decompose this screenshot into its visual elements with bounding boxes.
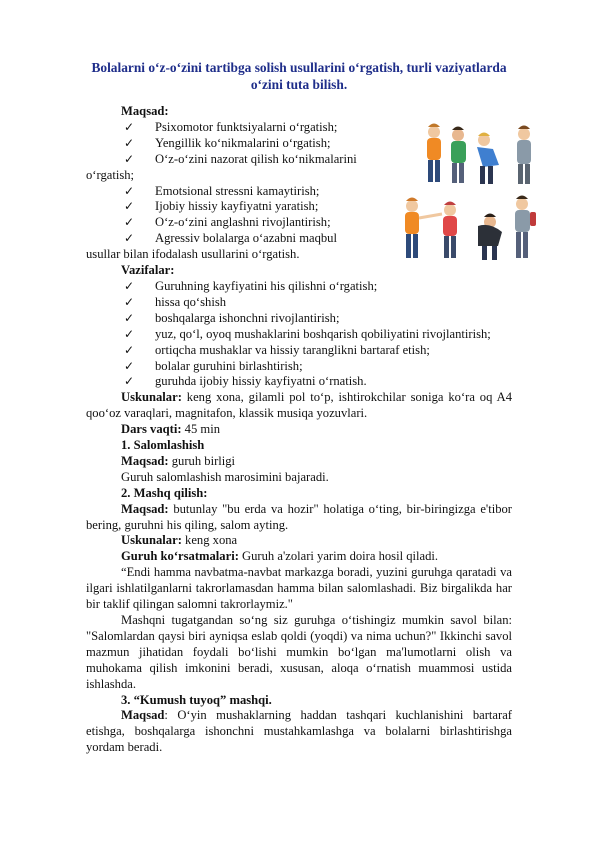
section-2-korsatmalar: Guruh ko‘rsatmalari: Guruh a'zolari yarim doira hosil qiladi. (121, 549, 439, 564)
title-line-2: o‘zini tuta bilish. (250, 76, 348, 92)
checkmark-icon: ✓ (123, 310, 135, 325)
section-2-maqsad: Maqsad: butunlay "bu erda va hozir" holatiga o‘ting, bir-biringizga e'tibor bering, guruhni his qiling, salom ayting. (86, 501, 512, 532)
checkmark-icon: ✓ (123, 135, 135, 150)
vazifalar-item-4: ✓ yuz, qo‘l, oyoq mushaklarini boshqarish qobiliyatini rivojlantirish; (123, 326, 491, 341)
maqsad-item-3: ✓ O‘z-o‘zini nazorat qilish ko‘nikmalarini (123, 151, 357, 166)
section-1-heading: 1. Salomlashish (121, 438, 205, 453)
checkmark-icon: ✓ (123, 183, 135, 198)
maqsad-item-7-continuation: usullar bilan ifodalash usullarini o‘rgatish. (86, 247, 300, 262)
checkmark-icon: ✓ (123, 326, 135, 341)
maqsad-item-5: ✓ Ijobiy hissiy kayfiyatni yaratish; (123, 199, 319, 214)
section-2-heading: 2. Mashq qilish: (121, 485, 208, 500)
uskunalar-label: Uskunalar: (121, 390, 182, 405)
maqsad-item-3-continuation: o‘rgatish; (86, 167, 135, 182)
checkmark-icon: ✓ (123, 294, 135, 309)
section-1-text: Guruh salomlashish marosimini bajaradi. (121, 469, 329, 484)
section-2-uskunalar: Uskunalar: keng xona (121, 533, 238, 548)
checkmark-icon: ✓ (123, 215, 135, 230)
section-1-maqsad: Maqsad: guruh birligi (121, 453, 236, 468)
section-3-heading: 3. “Kumush tuyoq” mashqi. (121, 692, 272, 707)
section-3-maqsad: Maqsad: O‘yin mushaklarning haddan tashqari kuchlanishini bartaraf etishga, boshqalarga ishonchni mustahkamlashga va bolalarni birlashtirishga yordam beradi. (86, 708, 512, 755)
uskunalar-paragraph (86, 390, 512, 422)
vazifalar-item-5: ✓ ortiqcha mushaklar va hissiy taranglikni bartaraf etish; (123, 342, 430, 357)
checkmark-icon: ✓ (123, 358, 135, 373)
vazifalar-item-1: ✓ Guruhning kayfiyatini his qilishni o‘rgatish; (123, 278, 378, 293)
checkmark-icon: ✓ (123, 199, 135, 214)
maqsad-item-6: ✓ O‘z-o‘zini anglashni rivojlantirish; (123, 215, 331, 230)
section-2-quote: “Endi hamma navbatma-navbat markazga boradi, yuzini guruhga qaratadi va ilgari ishlatilganlarni takrorlamasdan hamma bilan salomlashadi. Biz birgalikda har bir taklif qilingan salomni takrorlaymiz." (86, 565, 512, 612)
title-line-1: Bolalarni o‘z-o‘zini tartibga solish usullarini o‘rgatish, turli vaziyatlarda (91, 60, 507, 75)
maqsad-item-7: ✓ Agressiv bolalarga o‘azabni maqbul (123, 231, 337, 246)
vazifalar-item-3: ✓ boshqalarga ishonchni rivojlantirish; (123, 310, 340, 325)
dars-vaqti-value: 45 min (181, 422, 220, 437)
uskunalar-text: keng xona, gilamli pol to‘p, ishtirokchilar soniga ko‘ra oq A4 qoo‘oz varaqlari, magnitafon, klassik musiqa yozuvlari. (86, 390, 512, 421)
vazifalar-item-6: ✓ bolalar guruhini birlashtirish; (123, 358, 303, 373)
checkmark-icon: ✓ (123, 151, 135, 166)
dars-vaqti-label: Dars vaqti: (121, 422, 182, 437)
maqsad-item-2: ✓ Yengillik ko‘nikmalarini o‘rgatish; (123, 135, 331, 150)
document-title (86, 60, 512, 93)
checkmark-icon: ✓ (123, 374, 135, 389)
checkmark-icon: ✓ (123, 278, 135, 293)
vazifalar-item-2: ✓ hissa qo‘shish (123, 294, 227, 309)
maqsad-item-1: ✓ Psixomotor funktsiyalarni o‘rgatish; (123, 119, 338, 134)
checkmark-icon: ✓ (123, 342, 135, 357)
vazifalar-item-7: ✓ guruhda ijobiy hissiy kayfiyatni o‘rnatish. (123, 374, 367, 389)
section-2-after: Mashqni tugatgandan so‘ng siz guruhga o‘tishingiz mumkin savol bilan: "Salomlardan qaysi biri ayniqsa eslab qoldi (yoqdi) va nima uchun?" Ikkinchi savol mazmun jihatidan foydali bo‘lishi mumkin bo‘lgan ma'lumotlarni olish va muhokama qilish imkonini beradi, xususan, aloqa o‘rnatish muammosi ustida ishlashda. (86, 613, 512, 691)
checkmark-icon: ✓ (123, 231, 135, 246)
dars-vaqti (86, 422, 512, 438)
document-body (86, 104, 512, 756)
checkmark-icon: ✓ (123, 119, 135, 134)
maqsad-heading: Maqsad: (121, 104, 169, 118)
maqsad-item-4: ✓ Emotsional stressni kamaytirish; (123, 183, 320, 198)
vazifalar-heading: Vazifalar: (121, 263, 175, 278)
